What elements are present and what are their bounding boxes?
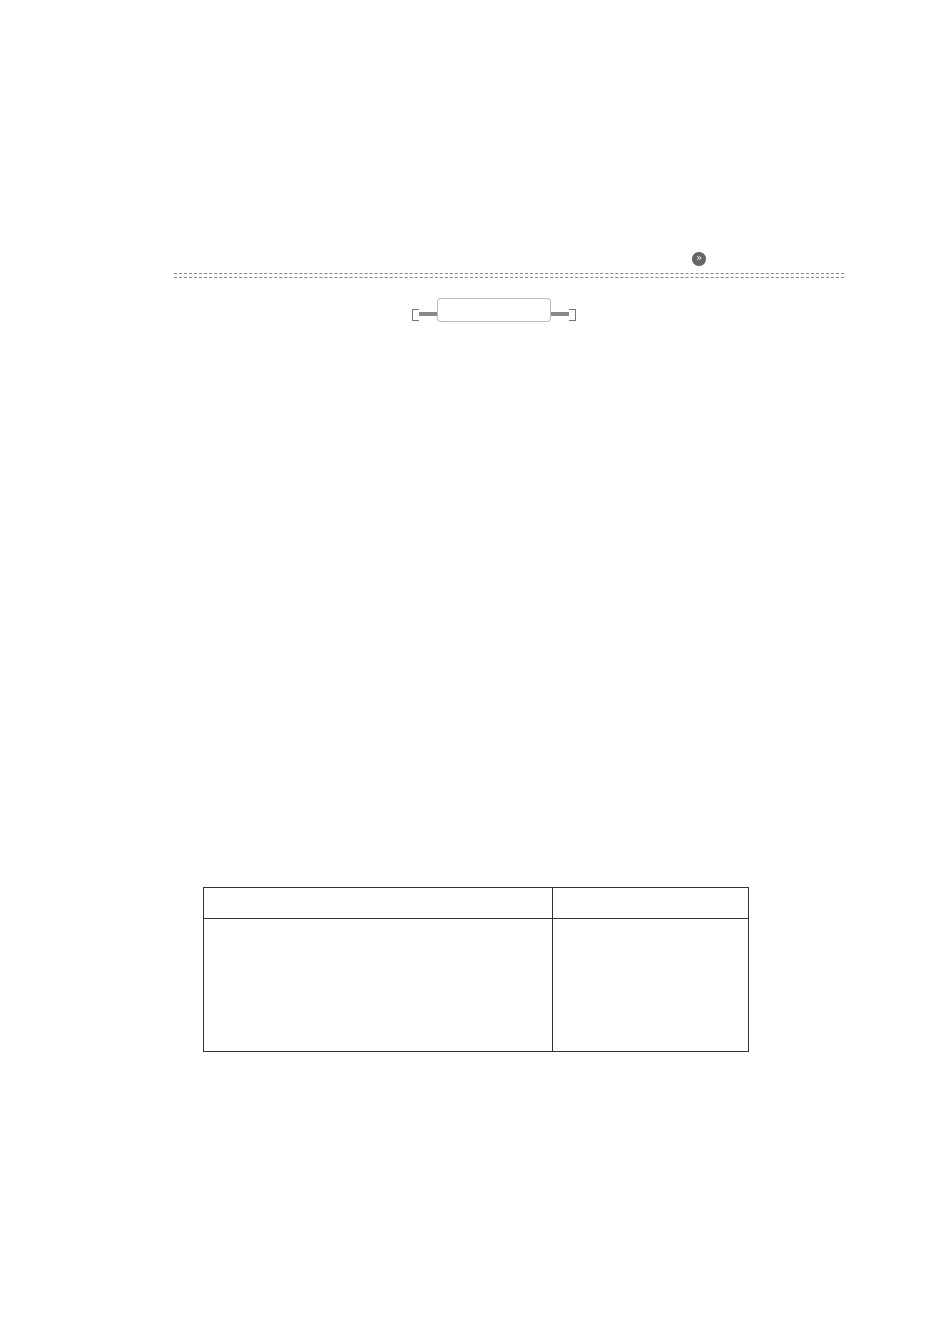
chevron-right-icon: »: [692, 252, 706, 266]
vocab-pill: [412, 299, 576, 321]
word-formation-table: [203, 887, 749, 1052]
vocab-pill-label: [438, 299, 550, 321]
section-banner: [174, 246, 844, 280]
